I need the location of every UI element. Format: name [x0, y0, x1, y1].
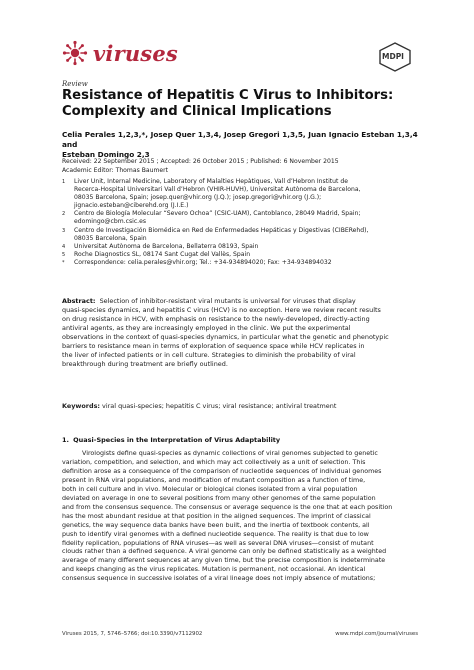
affiliation-number: 3: [62, 227, 66, 234]
keywords: [62, 402, 336, 410]
abstract-line: on drug resistance in HCV, with emphasis on resistance to the newly-developed, directly-acting: [62, 314, 370, 323]
body-line: deviated on average in one to several positions from many other genomes of the same population: [62, 494, 376, 502]
correspondence-marker: *: [62, 259, 65, 266]
abstract-line: observations in the context of quasi-species dynamics, in particular what the genetic and phenotypic: [62, 332, 389, 341]
affiliation-item: [62, 210, 412, 226]
affiliation-text: Centro de Investigación Biomédica en Red de Enfermedades Hepáticas y Digestivas (CIBERehd),: [74, 226, 369, 234]
body-line: consensus sequence in successive isolates of a viral lineage does not imply absence of mutations;: [62, 575, 376, 583]
body-line: definition arose as a consequence of the comparison of nucleotide sequences of individual genomes: [62, 467, 382, 475]
academic-editor: Academic Editor: Thomas Baumert: [62, 167, 169, 174]
affiliation-text[interactable]: edomingo@cbm.csic.es: [74, 218, 147, 226]
keywords-label: Keywords:: [62, 402, 100, 410]
abstract: [62, 297, 418, 369]
body-line: genetics, the way sequence data banks have been built, and the inertia of textbook contents, all: [62, 521, 370, 529]
title-line: Resistance of Hepatitis C Virus to Inhibitors:: [62, 88, 394, 103]
body-line: present in RNA viral populations, and modification of mutant composition as a function of time,: [62, 476, 366, 484]
affiliation-text: Universitat Autònoma de Barcelona, Bellaterra 08193, Spain: [74, 242, 259, 250]
author-line: Celia Perales 1,2,3,*, Josep Quer 1,3,4, Josep Gregori 1,3,5, Juan Ignacio Esteban 1,3,4 and: [62, 130, 418, 149]
publisher-name: MDPI: [382, 52, 404, 61]
body-line: and keeps changing as the virus replicates. Mutation is permanent, not occasional. An identical: [62, 566, 366, 574]
body-line: variation, competition, and selection, and which may act collectively as a unit of selection. This: [62, 458, 366, 466]
affiliations: [62, 178, 412, 267]
affiliation-item: [62, 178, 412, 210]
author-list: [62, 130, 422, 160]
body-line: Virologists define quasi-species as dynamic collections of viral genomes subjected to genetic: [82, 450, 378, 457]
affiliation-number: 1: [62, 179, 66, 185]
article-type: Review: [62, 80, 88, 88]
affiliation-text: Roche Diagnostics SL, 08174 Sant Cugat del Vallès, Spain: [74, 250, 251, 258]
abstract-line: the liver of infected patients or in cell culture. Strategies to diminish the probability of viral: [62, 350, 356, 359]
abstract-line: breakthrough during treatment are briefly outlined.: [62, 359, 228, 368]
section-number: 1.: [62, 436, 69, 444]
affiliation-item: [62, 227, 412, 243]
body-line: clouds rather than a defined sequence. A viral genome can only be defined statistically as a weighted: [62, 548, 387, 556]
affiliation-number: 4: [62, 243, 66, 250]
affiliation-text: Recerca-Hospital Universitari Vall d’Hebron (VHIR-HUVH), Universitat Autònoma de Barcelona,: [74, 186, 361, 194]
body-line: has the most abundant residue at that position in the aligned sequences. The imprint of classical: [62, 512, 371, 520]
journal-name: viruses: [93, 40, 178, 66]
body-line: fidelity replication, populations of RNA viruses—as well as several DNA viruses—consist of mutant: [62, 539, 374, 547]
received-accepted-published: Received: 22 September 2015 ; Accepted: 26 October 2015 ; Published: 6 November 2015: [62, 158, 339, 165]
section-heading: [62, 436, 280, 444]
abstract-line: quasi-species dynamics, and hepatitis C virus (HCV) is no exception. Here we review recent results: [62, 305, 381, 314]
footer-journal-link[interactable]: www.mdpi.com/journal/viruses: [335, 631, 418, 637]
section-title: Quasi-Species in the Interpretation of Virus Adaptability: [73, 436, 281, 444]
keywords-text: viral quasi-species; hepatitis C virus; viral resistance; antiviral treatment: [102, 402, 337, 410]
title-line: Complexity and Clinical Implications: [62, 104, 332, 119]
affiliation-number: 5: [62, 251, 66, 258]
body-line: and from the consensus sequence. The consensus or average sequence is the one that at each position: [62, 503, 393, 511]
affiliation-item: [62, 243, 412, 251]
affiliation-text: Centro de Biología Molecular “Severo Ochoa” (CSIC-UAM), Cantoblanco, 28049 Madrid, Spain;: [74, 210, 361, 218]
abstract-line: Selection of inhibitor-resistant viral mutants is universal for viruses that display: [99, 297, 356, 305]
body-text: [62, 450, 418, 584]
body-line: both in cell culture and in vivo. Molecular or biological clones isolated from a viral population: [62, 485, 358, 493]
abstract-label: Abstract:: [62, 297, 96, 305]
affiliation-text: Liver Unit, Internal Medicine, Laboratory of Malalties Hepàtiques, Vall d’Hebron Institut de: [74, 178, 348, 185]
affiliation-text[interactable]: 08035 Barcelona, Spain; josep.quer@vhir.org (J.Q.); josep.gregori@vhir.org (J.G.);: [74, 194, 322, 202]
journal-logo[interactable]: [62, 40, 178, 66]
correspondence-item: [62, 259, 412, 267]
virus-logo-icon: [62, 40, 88, 66]
article-title: [62, 88, 422, 120]
body-line: average of many different sequences at any given time, but the precise composition is indeterminate: [62, 557, 386, 565]
affiliation-item: [62, 251, 412, 259]
abstract-line: barriers to resistance mean in terms of exploration of sequence space while HCV replicates in: [62, 341, 365, 350]
affiliation-text: 08035 Barcelona, Spain: [74, 234, 147, 242]
affiliation-text[interactable]: jignacio.esteban@ciberehd.org (J.I.E.): [74, 202, 189, 210]
body-line: push to identify viral genomes with a defined nucleotide sequence. The reality is that due to low: [62, 530, 369, 538]
publication-dates: [62, 157, 339, 175]
footer-citation: Viruses 2015, 7, 5746–5766; doi:10.3390/v7112902: [62, 631, 203, 637]
abstract-line: antiviral agents, as they are increasingly employed in the clinic. We put the experimental: [62, 323, 351, 332]
correspondence-text[interactable]: Correspondence: celia.perales@vhir.org; Tel.: +34-934894020; Fax: +34-934894032: [74, 258, 332, 266]
author-line: Esteban Domingo 2,3: [62, 150, 150, 159]
affiliation-number: 2: [62, 211, 66, 218]
